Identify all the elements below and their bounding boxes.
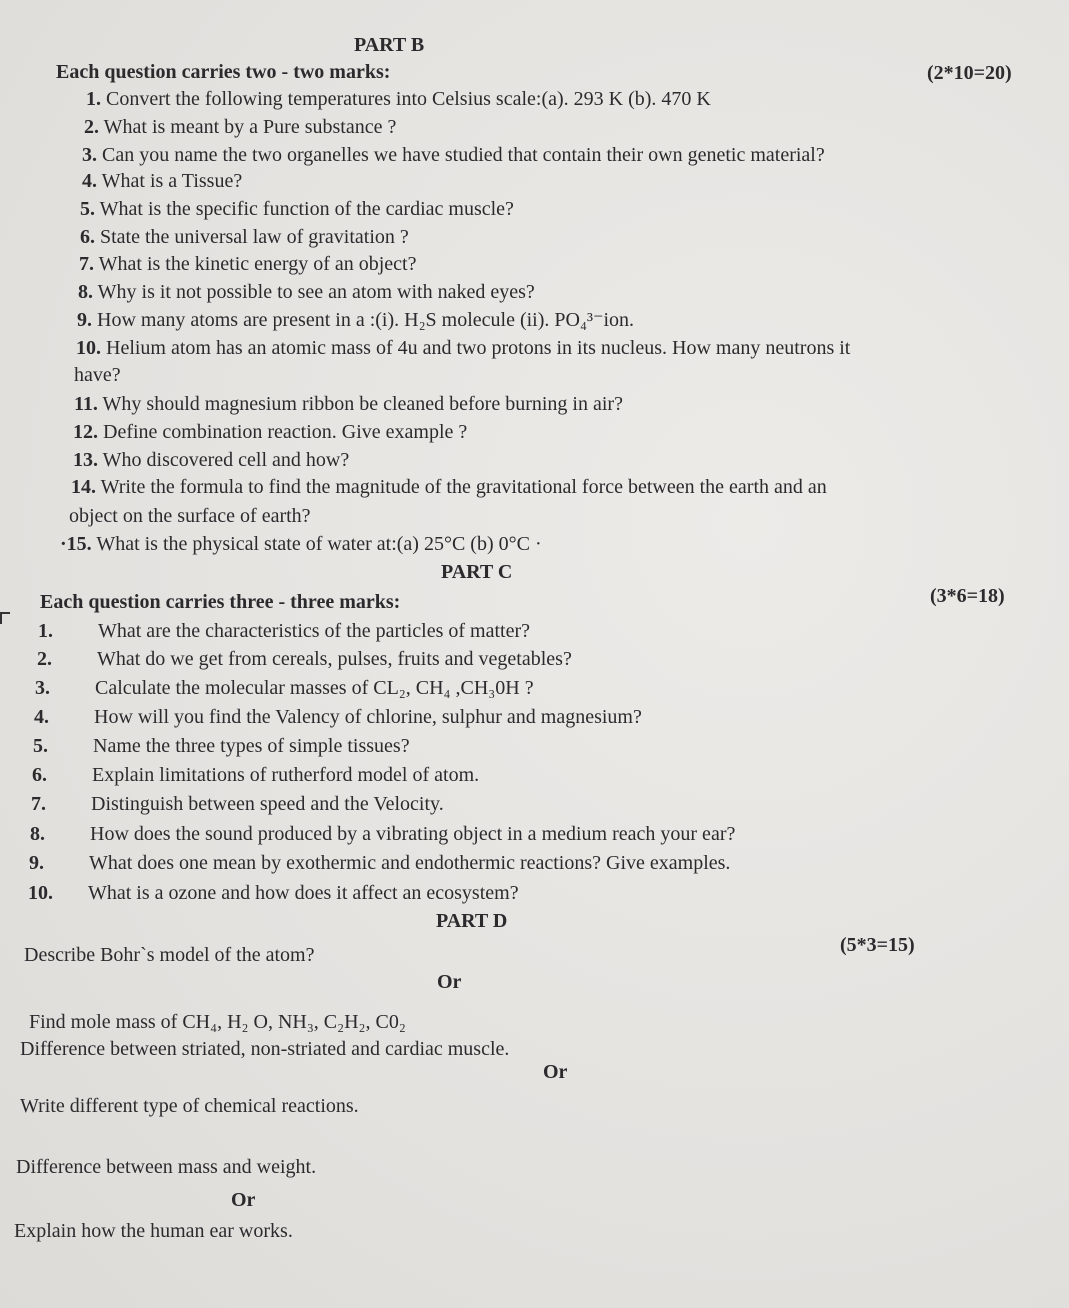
part-d-question-2b: Write different type of chemical reactions. <box>20 1095 359 1117</box>
question-b8 <box>78 280 535 304</box>
question-text: State the universal law of gravitation ? <box>100 226 409 248</box>
question-number: 6. <box>80 226 95 248</box>
question-text: Why should magnesium ribbon be cleaned before burning in air? <box>102 393 623 415</box>
question-b13 <box>73 448 349 472</box>
question-b14 <box>71 475 827 499</box>
question-text: Name the three types of simple tissues? <box>93 735 410 757</box>
question-number: ·15. <box>60 533 92 555</box>
question-number: 1. <box>86 88 101 110</box>
question-c5 <box>33 734 410 758</box>
question-b10 <box>76 336 850 360</box>
question-number: 2. <box>37 648 52 670</box>
question-text: Why is it not possible to see an atom with naked eyes? <box>97 281 535 303</box>
part-d-marks: (5*3=15) <box>840 934 915 956</box>
question-number: 8. <box>78 281 93 303</box>
question-number: 7. <box>79 253 94 275</box>
part-c-instruction: Each question carries three - three marks: <box>40 591 401 613</box>
question-number: 12. <box>73 421 98 443</box>
question-text: Who discovered cell and how? <box>102 449 350 471</box>
question-number: 10. <box>76 337 101 359</box>
question-text: What are the characteristics of the particles of matter? <box>98 620 530 642</box>
question-text: How does the sound produced by a vibrating object in a medium reach your ear? <box>90 823 736 845</box>
question-number: 14. <box>71 476 96 498</box>
question-number: 1. <box>38 620 53 642</box>
question-text: Distinguish between speed and the Velocity. <box>91 793 444 815</box>
question-text: What is the specific function of the cardiac muscle? <box>99 198 514 220</box>
question-text: What is the kinetic energy of an object? <box>98 253 417 275</box>
question-b12 <box>73 420 467 444</box>
part-b-marks: (2*10=20) <box>927 62 1012 84</box>
question-number: 8. <box>30 823 45 845</box>
question-b4 <box>82 169 242 193</box>
question-c8 <box>30 822 735 846</box>
question-text: Can you name the two organelles we have studied that contain their own genetic material? <box>102 144 825 166</box>
question-b2 <box>84 115 396 139</box>
part-c-marks: (3*6=18) <box>930 585 1005 607</box>
question-text: What is a Tissue? <box>101 170 243 192</box>
part-c-heading: PART C <box>441 561 513 583</box>
question-text: What do we get from cereals, pulses, fruits and vegetables? <box>97 648 572 670</box>
question-number: 11. <box>74 393 98 415</box>
question-text: How will you find the Valency of chlorine, sulphur and magnesium? <box>94 706 642 728</box>
question-c6 <box>32 763 479 787</box>
question-text: What is meant by a Pure substance ? <box>103 116 397 138</box>
question-number: 6. <box>32 764 47 786</box>
question-text: Calculate the molecular masses of CL₂, CH₄ ,CH₃0H ? <box>95 677 534 699</box>
question-number: 4. <box>34 706 49 728</box>
question-c2 <box>37 647 572 671</box>
question-text: Convert the following temperatures into Celsius scale:(a). 293 K (b). 470 K <box>106 88 711 110</box>
question-b9 <box>77 308 634 332</box>
part-d-question-1a: Describe Bohr`s model of the atom? <box>24 944 315 966</box>
question-c7 <box>31 792 444 816</box>
question-b14-continuation: object on the surface of earth? <box>69 505 311 527</box>
question-c1 <box>38 619 530 643</box>
question-c3 <box>35 676 534 700</box>
question-b7 <box>79 252 416 276</box>
part-b-instruction: Each question carries two - two marks: <box>56 61 391 83</box>
question-c10 <box>28 881 519 905</box>
question-text: Helium atom has an atomic mass of 4u and two protons in its nucleus. How many neutrons it <box>106 337 851 359</box>
question-text: Define combination reaction. Give example ? <box>103 421 468 443</box>
or-divider-2: Or <box>543 1061 568 1083</box>
question-number: 4. <box>82 170 97 192</box>
part-d-question-2a: Difference between striated, non-striated and cardiac muscle. <box>20 1038 510 1060</box>
question-text: Write the formula to find the magnitude of the gravitational force between the earth and an <box>100 476 827 498</box>
question-number: 9. <box>29 852 44 874</box>
question-number: 5. <box>80 198 95 220</box>
or-divider-3: Or <box>231 1189 256 1211</box>
question-c4 <box>34 705 642 729</box>
part-d-question-3b: Explain how the human ear works. <box>14 1220 293 1242</box>
question-b1 <box>86 87 711 111</box>
question-number: 2. <box>84 116 99 138</box>
question-b15 <box>60 532 542 556</box>
question-text: Explain limitations of rutherford model of atom. <box>92 764 480 786</box>
part-d-heading: PART D <box>436 910 508 932</box>
part-d-question-3a: Difference between mass and weight. <box>16 1156 317 1178</box>
question-number: 3. <box>82 144 97 166</box>
question-number: 3. <box>35 677 50 699</box>
question-number: 13. <box>73 449 98 471</box>
or-divider-1: Or <box>437 971 462 993</box>
question-text: What does one mean by exothermic and endothermic reactions? Give examples. <box>89 852 731 874</box>
question-b5 <box>80 197 514 221</box>
question-b10-continuation: have? <box>74 364 121 386</box>
question-number: 7. <box>31 793 46 815</box>
question-text: How many atoms are present in a :(i). H₂S molecule (ii). PO₄³⁻ion. <box>97 309 635 331</box>
question-b3 <box>82 143 825 167</box>
part-d-question-1b: Find mole mass of CH₄, H₂ O, NH₃, C₂H₂, C0₂ <box>29 1011 406 1033</box>
question-number: 9. <box>77 309 92 331</box>
question-text: What is a ozone and how does it affect an ecosystem? <box>88 882 519 904</box>
question-c9 <box>29 851 730 875</box>
question-b11 <box>74 392 623 416</box>
margin-mark <box>0 612 10 624</box>
question-text: What is the physical state of water at:(a) 25°C (b) 0°C · <box>96 533 542 555</box>
part-b-heading: PART B <box>354 34 425 56</box>
question-b6 <box>80 225 409 249</box>
question-number: 5. <box>33 735 48 757</box>
question-number: 10. <box>28 882 53 904</box>
